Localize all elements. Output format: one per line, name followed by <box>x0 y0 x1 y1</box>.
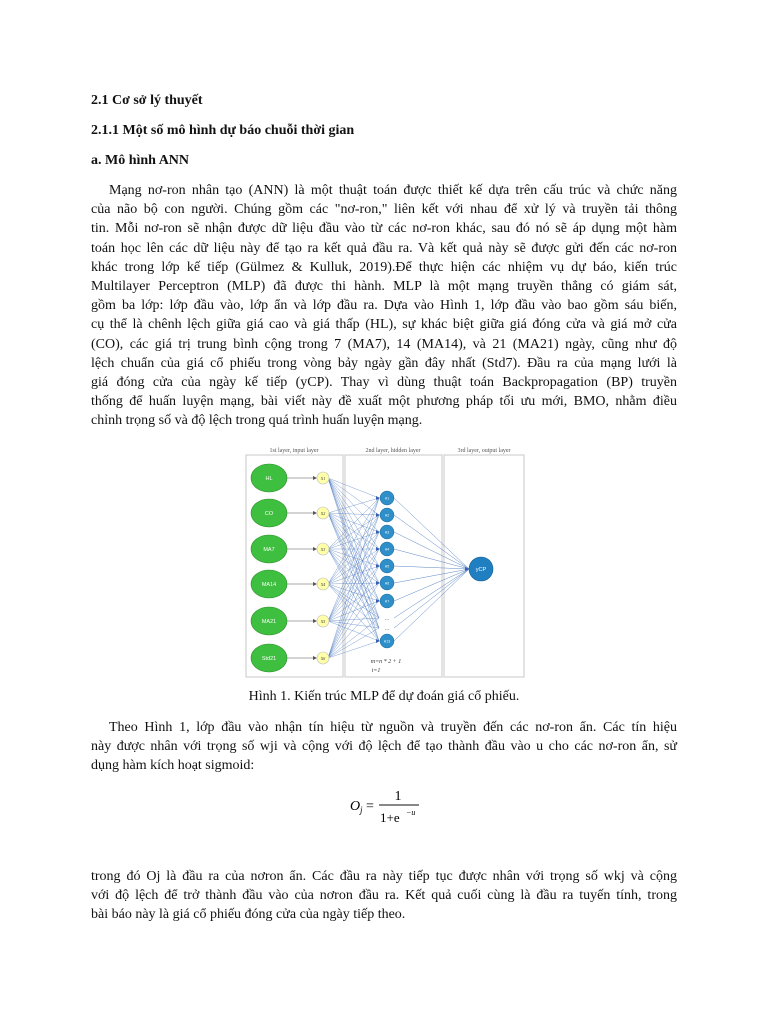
figure-caption: Hình 1. Kiến trúc MLP để dự đoán giá cổ phiếu. <box>248 689 520 704</box>
layer-title-hidden: 2nd layer, hidden layer <box>365 448 421 454</box>
paragraph-line: Multilayer Perceptron (MLP) đã được thi hành. MLP là một mạng truyền thẳng có giám sát, <box>91 279 677 295</box>
x-node-label: X5 <box>320 619 326 624</box>
paragraph-line: Mạng nơ-ron nhân tạo (ANN) là một thuật toán được thiết kế dựa trên cấu trúc và chức năng <box>109 183 677 198</box>
hidden-node-label: H7 <box>384 599 390 604</box>
hidden-node-label: H1 <box>384 496 390 501</box>
input-node-label: Std21 <box>261 656 277 662</box>
x-node-label: X6 <box>320 656 326 661</box>
paragraph-line: bài báo này là giá cổ phiếu đóng cửa của ngày tiếp theo. <box>91 907 406 923</box>
hidden-note-index: i=1 <box>371 668 381 674</box>
paragraph-output <box>91 867 677 925</box>
formula-equals: = <box>366 799 374 814</box>
sigmoid-formula <box>348 785 428 830</box>
paragraph-line: Theo Hình 1, lớp đầu vào nhận tín hiệu từ nguồn và truyền đến các nơ-ron ẩn. Các tín hiệu <box>109 720 677 735</box>
paragraph-line: toán học lên các dữ liệu này để tạo ra kết quả đầu ra. Và kết quả này sẽ được gửi đến các nơ-ron <box>91 240 677 256</box>
input-node-label: CO <box>264 511 274 517</box>
paragraph-ann-intro <box>91 181 677 431</box>
mlp-figure <box>245 443 525 678</box>
x-node-label: X2 <box>320 511 326 516</box>
x-node-label: X4 <box>320 582 326 587</box>
paragraph-line: tin. Mỗi nơ-ron sẽ nhận được dữ liệu đầu vào từ các nơ-ron khác, sau đó nó sẽ áp dụng một hàm <box>91 221 677 237</box>
x-node-label: X1 <box>320 476 326 481</box>
formula-denominator: 1+e <box>380 810 400 825</box>
hidden-node-label: H13 <box>383 639 391 644</box>
paragraph-line: trong đó Oj là đầu ra của nơron ẩn. Các đầu ra này tiếp tục được nhân với trọng số wkj và cộng <box>91 869 677 884</box>
paragraph-line: giá đóng cửa của ngày kế tiếp (yCP). Thay vì dùng thuật toán Backpropagation (BP) truyền <box>91 375 677 391</box>
formula-sub: j <box>360 805 363 815</box>
formula-exponent: −u <box>406 808 416 817</box>
hidden-ellipsis: ... <box>384 626 390 632</box>
hidden-node-label: H5 <box>384 564 390 569</box>
paragraph-line: này được nhân với trọng số wji và cộng với độ lệch để tạo thành đầu vào u cho các nơ-ron ẩn, sử <box>91 739 677 755</box>
paragraph-line: của não bộ con người. Chúng gồm các "nơ-ron," liên kết với nhau để xử lý và truyền tải thông <box>91 202 677 218</box>
paragraph-line: dụng hàm kích hoạt sigmoid: <box>91 758 255 774</box>
input-node-label: MA7 <box>263 547 275 553</box>
formula-lhs: O <box>350 799 361 814</box>
hidden-node-label: H4 <box>384 547 390 552</box>
section-heading: 2.1 Cơ sở lý thuyết <box>91 93 203 108</box>
input-node-label: MA21 <box>261 619 277 625</box>
input-node-label: MA14 <box>261 582 277 588</box>
input-node-label: HL <box>265 476 273 482</box>
paragraph-line: gồm ba lớp: lớp đầu vào, lớp ẩn và lớp đầu ra. Dựa vào Hình 1, lớp đầu vào bao gồm sáu biến, <box>91 298 677 314</box>
paragraph-line: với độ lệch để trở thành đầu vào của nơron đầu ra. Kết quả cuối cùng là đầu ra tuyến tính, trong <box>91 888 677 904</box>
hidden-node-label: H3 <box>384 530 390 535</box>
paragraph-line: chỉnh trọng số và độ lệch trong quá trình huấn luyện mạng. <box>91 413 423 429</box>
paragraph-line: lệch chuẩn của giá cổ phiếu trong vòng bảy ngày gần đây nhất (Std7). Đầu ra của mạng lưới là <box>91 355 677 371</box>
output-node-label: yCP <box>475 567 487 573</box>
formula-numerator: 1 <box>394 789 402 804</box>
hidden-ellipsis: ... <box>384 616 390 622</box>
paragraph-line: cụ thể là chênh lệch giữa giá cao và giá thấp (HL), sự khác biệt giữa giá đóng cửa và giá mở cửa <box>91 317 677 333</box>
x-node-label: X3 <box>320 547 326 552</box>
paragraph-line: khác trong lớp kế tiếp (Gülmez & Kulluk, 2019).Để thực hiện các nhiệm vụ dự báo, kiến trúc <box>91 259 677 275</box>
layer-title-output: 3rd layer, output layer <box>457 448 511 454</box>
subsection-heading: 2.1.1 Một số mô hình dự báo chuỗi thời gian <box>91 123 355 138</box>
hidden-note-formula: m=n * 2 + 1 <box>370 659 402 665</box>
hidden-node-label: H6 <box>384 581 390 586</box>
model-heading: a. Mô hình ANN <box>91 153 190 168</box>
paragraph-line: thống để huấn luyện mạng, bài viết này đề xuất một phương pháp tối ưu mới, BMO, nhằm điều <box>91 394 677 410</box>
hidden-node-label: H2 <box>384 513 390 518</box>
layer-title-input: 1st layer, input layer <box>269 448 319 454</box>
paragraph-hidden-layer <box>91 718 677 776</box>
paragraph-line: (CO), các giá trị trung bình cộng trong 7 (MA7), 14 (MA14), và 21 (MA21) ngày, cũng như độ <box>91 336 677 352</box>
